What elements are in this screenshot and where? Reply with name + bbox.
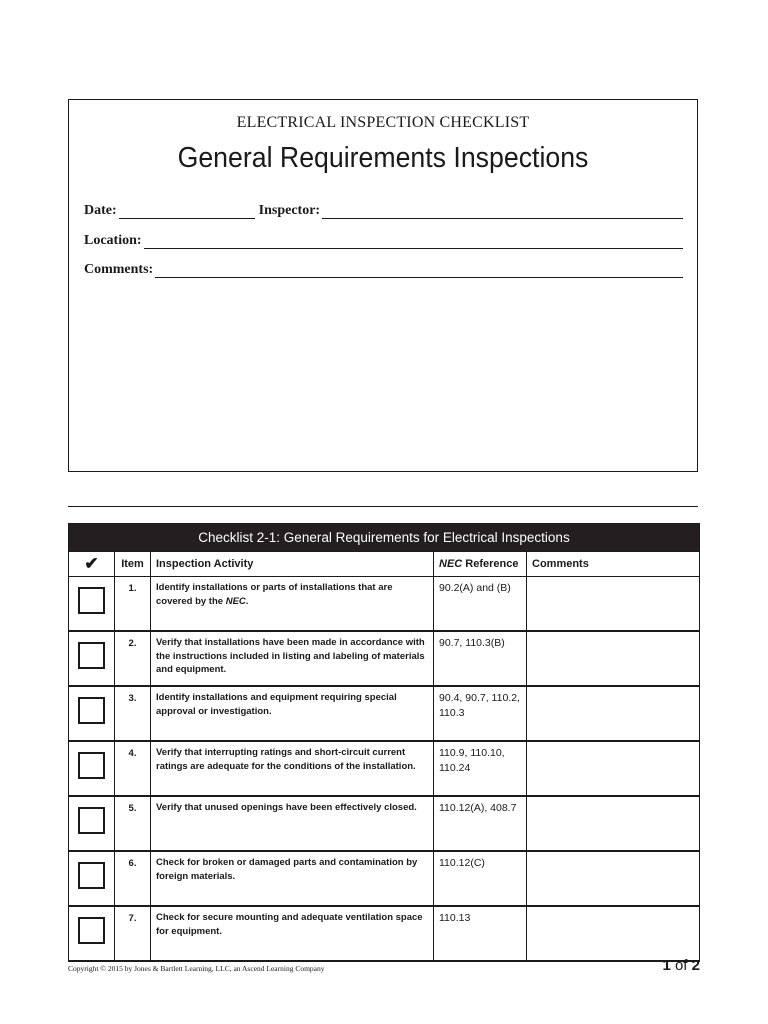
activity-header: Inspection Activity bbox=[151, 552, 434, 577]
activity-text: Verify that unused openings have been effectively closed. bbox=[156, 802, 417, 813]
item-number: 4. bbox=[115, 741, 151, 796]
row-checkbox[interactable] bbox=[78, 862, 105, 889]
page-title: General Requirements Inspections bbox=[177, 142, 589, 174]
row-checkbox[interactable] bbox=[78, 697, 105, 724]
page-indicator bbox=[662, 957, 700, 974]
checkbox-cell bbox=[69, 796, 115, 851]
comments-cell[interactable] bbox=[527, 851, 700, 906]
page-current: 1 bbox=[662, 957, 671, 974]
row-checkbox[interactable] bbox=[78, 752, 105, 779]
reference-header bbox=[434, 552, 527, 577]
activity-text: Check for broken or damaged parts and contamination by foreign materials. bbox=[156, 857, 418, 882]
nec-reference: 110.12(C) bbox=[434, 851, 527, 906]
inspection-info-box bbox=[68, 99, 698, 472]
row-checkbox[interactable] bbox=[78, 807, 105, 834]
inspection-activity bbox=[151, 851, 434, 906]
row-checkbox[interactable] bbox=[78, 642, 105, 669]
table-caption: Checklist 2-1: General Requirements for Electrical Inspections bbox=[69, 524, 700, 552]
activity-emphasis: NEC bbox=[225, 595, 246, 607]
nec-reference: 110.12(A), 408.7 bbox=[434, 796, 527, 851]
comments-cell[interactable] bbox=[527, 577, 700, 632]
item-header: Item bbox=[115, 552, 151, 577]
item-number: 5. bbox=[115, 796, 151, 851]
nec-reference: 110.13 bbox=[434, 906, 527, 961]
item-number: 1. bbox=[115, 577, 151, 632]
activity-text: Identify installations or parts of installations that are covered by the bbox=[156, 582, 393, 607]
table-row bbox=[69, 906, 700, 961]
comments-header: Comments bbox=[527, 552, 700, 577]
table-row bbox=[69, 686, 700, 741]
activity-text: Verify that installations have been made in accordance with the instructions included in listing and labeling of materials and equipment. bbox=[156, 637, 425, 675]
comments-label: Comments: bbox=[84, 262, 154, 277]
nec-reference: 90.2(A) and (B) bbox=[434, 577, 527, 632]
activity-text: Check for secure mounting and adequate ventilation space for equipment. bbox=[156, 912, 423, 937]
activity-tail: . bbox=[245, 595, 249, 607]
table-row bbox=[69, 796, 700, 851]
nec-emphasis: NEC bbox=[439, 558, 463, 570]
reference-header-text: Reference bbox=[462, 558, 519, 570]
inspection-activity bbox=[151, 796, 434, 851]
checkbox-cell bbox=[69, 577, 115, 632]
location-row bbox=[84, 231, 683, 249]
activity-text: Identify installations and equipment requiring special approval or investigation. bbox=[156, 692, 397, 717]
item-number: 6. bbox=[115, 851, 151, 906]
checkbox-cell bbox=[69, 631, 115, 686]
item-number: 2. bbox=[115, 631, 151, 686]
comments-cell[interactable] bbox=[527, 631, 700, 686]
table-header-row bbox=[69, 552, 700, 577]
checkbox-cell bbox=[69, 686, 115, 741]
checkmark-header-icon: ✔ bbox=[69, 552, 115, 577]
copyright-notice: Copyright © 2015 by Jones & Bartlett Learning, LLC, an Ascend Learning Company bbox=[68, 964, 325, 973]
table-row bbox=[69, 851, 700, 906]
comments-cell[interactable] bbox=[527, 906, 700, 961]
inspection-activity bbox=[151, 631, 434, 686]
table-row bbox=[69, 631, 700, 686]
checklist-table bbox=[68, 523, 700, 962]
comments-cell[interactable] bbox=[527, 796, 700, 851]
nec-reference: 90.7, 110.3(B) bbox=[434, 631, 527, 686]
inspection-activity bbox=[151, 686, 434, 741]
location-field[interactable] bbox=[144, 236, 683, 249]
comments-row bbox=[84, 260, 683, 278]
page-of: of bbox=[670, 957, 692, 974]
item-number: 3. bbox=[115, 686, 151, 741]
item-number: 7. bbox=[115, 906, 151, 961]
row-checkbox[interactable] bbox=[78, 917, 105, 944]
inspection-activity bbox=[151, 577, 434, 632]
nec-reference: 90.4, 90.7, 110.2, 110.3 bbox=[434, 686, 527, 741]
activity-text: Verify that interrupting ratings and short-circuit current ratings are adequate for the conditions of the installation. bbox=[156, 747, 416, 772]
inspection-activity bbox=[151, 741, 434, 796]
table-row bbox=[69, 741, 700, 796]
inspector-label: Inspector: bbox=[258, 203, 321, 218]
inspector-field[interactable] bbox=[322, 206, 683, 219]
table-row bbox=[69, 577, 700, 632]
row-checkbox[interactable] bbox=[78, 587, 105, 614]
comments-cell[interactable] bbox=[527, 741, 700, 796]
document-overline: ELECTRICAL INSPECTION CHECKLIST bbox=[236, 114, 530, 131]
checkbox-cell bbox=[69, 906, 115, 961]
comments-cell[interactable] bbox=[527, 686, 700, 741]
nec-reference: 110.9, 110.10, 110.24 bbox=[434, 741, 527, 796]
date-inspector-row bbox=[84, 201, 683, 219]
location-label: Location: bbox=[84, 233, 142, 248]
date-label: Date: bbox=[84, 203, 117, 218]
checkbox-cell bbox=[69, 851, 115, 906]
date-field[interactable] bbox=[119, 206, 255, 219]
page-total: 2 bbox=[691, 957, 700, 974]
comments-field[interactable] bbox=[155, 265, 683, 278]
section-divider bbox=[68, 506, 698, 507]
inspection-activity bbox=[151, 906, 434, 961]
checkbox-cell bbox=[69, 741, 115, 796]
